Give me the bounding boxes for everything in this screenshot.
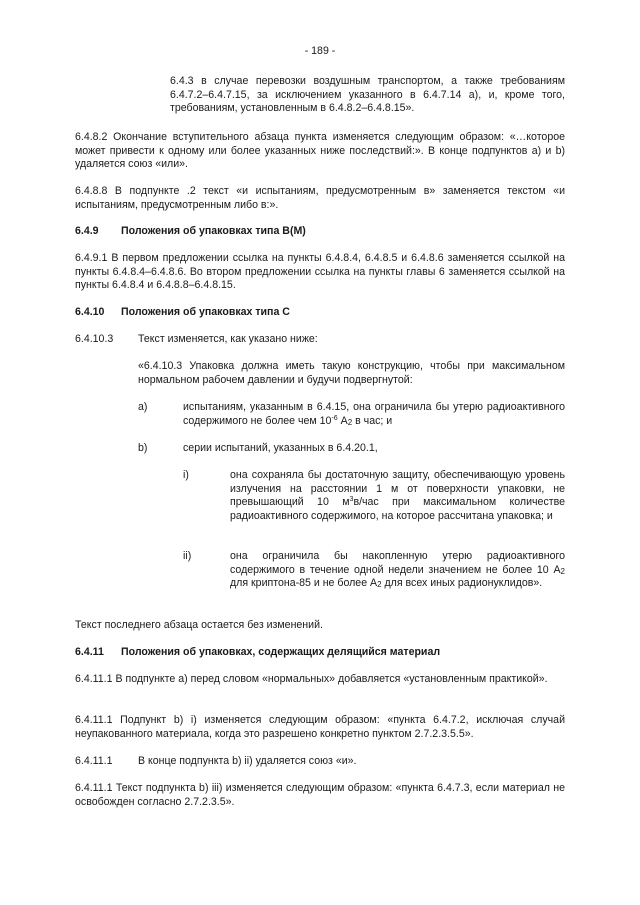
heading-number: 6.4.9: [75, 225, 99, 237]
heading-title: Положения об упаковках, содержащих делящийся материал: [121, 646, 441, 658]
paragraph-intro: 6.4.3 в случае перевозки воздушным транспортом, а также требованиям 6.4.7.2–6.4.7.15, за исключением указанного в 6.4.7.14 a), и, кроме того, требованиям, установленным в 6.4.8.2–6.4.8.15».: [170, 75, 565, 114]
item-ii-label: ii): [183, 550, 192, 562]
paragraph-6-4-11-1-c: В конце подпункта b) ii) удаляется союз «и».: [138, 755, 357, 767]
item-b-text: серии испытаний, указанных в 6.4.20.1,: [183, 442, 378, 454]
item-a-label: a): [138, 401, 148, 413]
paragraph-6-4-11-1-d: 6.4.11.1 Текст подпункта b) iii) изменяется следующим образом: «пункта 6.4.7.3, если материал не освобожден согласно 2.7.2.3.5».: [75, 782, 565, 808]
paragraph-number: 6.4.11.1: [75, 755, 113, 767]
item-ii-text: она ограничила бы накопленную утерю радиоактивного содержимого в течение одной недели значением не более 10 $A_2$ для криптона-85 и не более $A_2$ для всех иных радионуклидов».: [230, 550, 565, 589]
heading-6-4-9: [75, 225, 306, 239]
paragraph-6-4-8-2: 6.4.8.2 Окончание вступительного абзаца пункта изменяется следующим образом: «…которое может привести к одному или более указанных ниже последствий:». В конце подпунктов a) и b) удаляется союз «или».: [75, 131, 565, 170]
paragraph-last-unchanged: Текст последнего абзаца остается без изменений.: [75, 619, 323, 631]
page-number: - 189 -: [304, 45, 336, 57]
item-a-text: испытаниям, указанным в 6.4.15, она ограничила бы утерю радиоактивного содержимого не более чем $10^{-6}$ $A_2$ в час; и: [183, 401, 565, 427]
paragraph-6-4-9-1: 6.4.9.1 В первом предложении ссылка на пункты 6.4.8.4, 6.4.8.5 и 6.4.8.6 заменяется ссылкой на пункты 6.4.8.4–6.4.8.6. Во втором предложении ссылка на пункты главы 6 заменяется ссылкой на пункты 6.4.8.4 и 6.4.8.8–6.4.8.15.: [75, 252, 565, 291]
item-i-text: она сохраняла бы достаточную защиту, обеспечивающую уровень излучения на расстоянии 1 м от поверхности упаковки, не превышающий 10 $м^3в$/час при максимальном количестве радиоактивного содержимого, на которое рассчитана упаковка; и: [230, 469, 565, 522]
paragraph-text: Текст изменяется, как указано ниже:: [138, 333, 318, 345]
item-i-label: i): [183, 469, 189, 481]
quote-intro: «6.4.10.3 Упаковка должна иметь такую конструкцию, чтобы при максимальном нормальном рабочем давлении и будучи подвергнутой:: [138, 360, 565, 386]
heading-title: Положения об упаковках типа C: [121, 306, 290, 318]
heading-6-4-10: [75, 306, 290, 320]
paragraph-6-4-8-8: 6.4.8.8 В подпункте .2 текст «и испытаниям, предусмотренным в» заменяется текстом «и испытаниям, предусмотренным либо в:».: [75, 185, 565, 211]
paragraph-6-4-11-1-a: 6.4.11.1 В подпункте a) перед словом «нормальных» добавляется «установленным практикой».: [75, 673, 548, 685]
item-b-label: b): [138, 442, 148, 454]
heading-number: 6.4.10: [75, 306, 105, 318]
heading-6-4-11: [75, 646, 440, 660]
paragraph-6-4-11-1-b: 6.4.11.1 Подпункт b) i) изменяется следующим образом: «пункта 6.4.7.2, исключая случай неупакованного материала, когда это разрешено конкретно пунктом 2.7.2.3.5.5».: [75, 714, 565, 740]
heading-number: 6.4.11: [75, 646, 104, 658]
heading-title: Положения об упаковках типа B(M): [121, 225, 306, 237]
paragraph-number: 6.4.10.3: [75, 333, 114, 345]
